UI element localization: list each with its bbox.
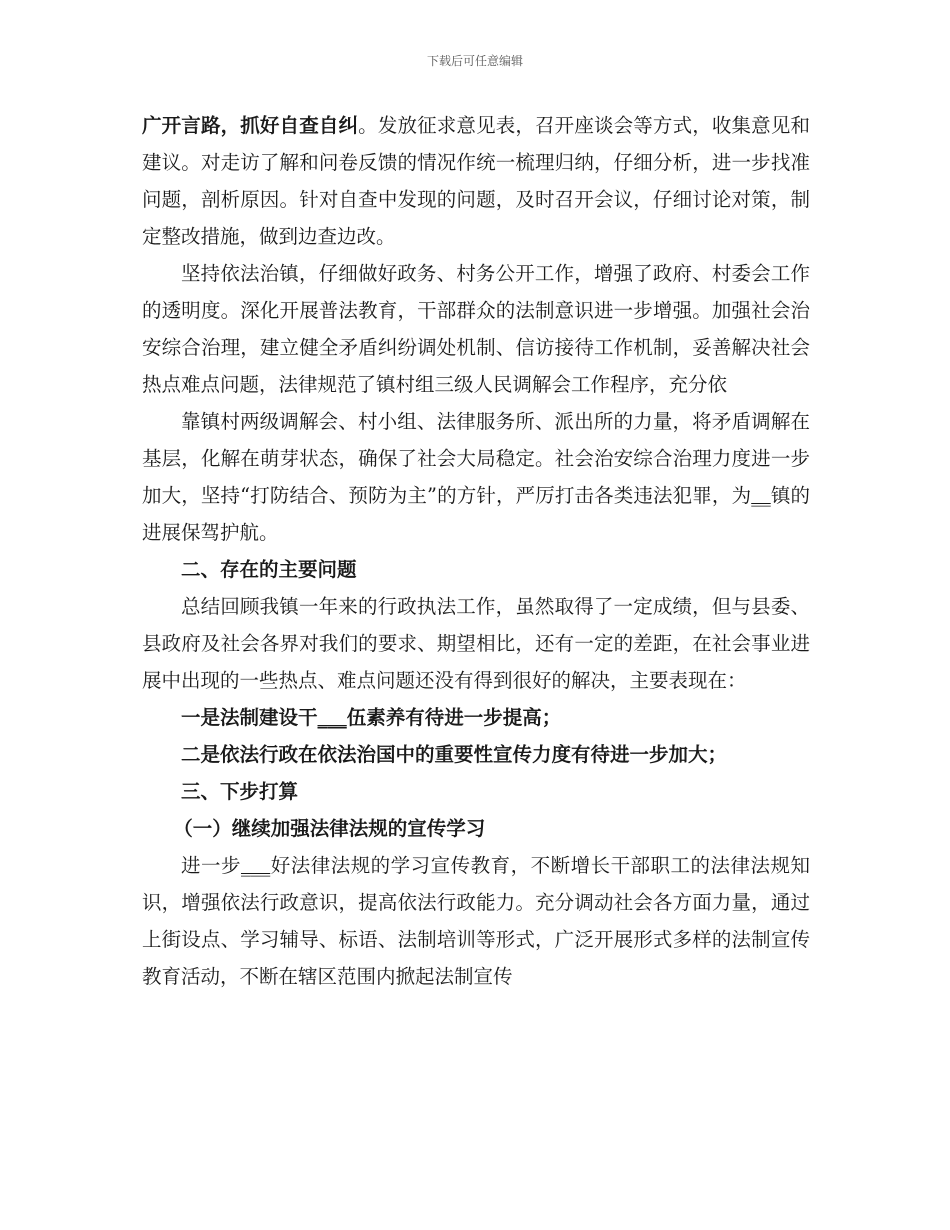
paragraph-text: 进一步 (181, 854, 241, 877)
paragraph-summary: 总结回顾我镇一年来的行政执法工作，虽然取得了一定成绩，但与县委、县政府及社会各界对我们的要求、期望相比，还有一定的差距，在社会事业进展中出现的一些热点、难点问题还没有得到很好的解决，主要表现在： (142, 595, 810, 692)
paragraph-text: 镇的进展保驾护航。 (142, 484, 810, 544)
paragraph-mediation (142, 403, 810, 551)
section-heading-problems: 二、存在的主要问题 (181, 558, 357, 581)
paragraph-self-inspection (142, 107, 810, 255)
problem-item-2: 二是依法行政在依法治国中的重要性宣传力度有待进一步加大； (181, 743, 728, 766)
fill-blank: ___ (240, 854, 271, 877)
page-header: 下载后可任意编辑 (426, 54, 523, 68)
paragraph-text: 好法律法规的学习宣传教育，不断增长干部职工的法律法规知识，增强依法行政意识，提高依法行政能力。充分调动社会各方面力量，通过上街设点、学习辅导、标语、法制培训等形式，广泛开展形式多样的法制宣传教育活动，不断在辖区范围内掀起法制宣传 (142, 854, 810, 988)
problem-text: 一是法制建设干 (181, 706, 318, 729)
section-heading-plans: 三、下步打算 (181, 780, 299, 803)
problem-text: 伍素养有待进一步提高； (346, 706, 562, 729)
fill-blank: __ (751, 484, 771, 507)
paragraph-text: 靠镇村两级调解会、村小组、法律服务所、派出所的力量，将矛盾调解在基层，化解在萌芽状态，确保了社会大局稳定。社会治安综合治理力度进一步加大，坚持“打防结合、预防为主”的方针，严厉打击各类违法犯罪，为 (142, 410, 810, 507)
paragraph-publicity (142, 847, 810, 995)
paragraph-lead-bold: 广开言路，抓好自查自纠 (142, 114, 359, 137)
paragraph-text: 。发放征求意见表，召开座谈会等方式，收集意见和建议。对走访了解和问卷反馈的情况作统一梳理归纳，仔细分析，进一步找准问题，剖析原因。针对自查中发现的问题，及时召开会议，仔细讨论对策，制定整改措施，做到边查边改。 (142, 114, 810, 248)
subsection-heading-publicity: （一）继续加强法律法规的宣传学习 (173, 817, 486, 840)
paragraph-rule-of-law: 坚持依法治镇，仔细做好政务、村务公开工作，增强了政府、村委会工作的透明度。深化开展普法教育，干部群众的法制意识进一步增强。加强社会治安综合治理，建立健全矛盾纠纷调处机制、信访接待工作机制，妥善解决社会热点难点问题，法律规范了镇村组三级人民调解会工作程序，充分依 (142, 262, 810, 396)
document-body (142, 107, 810, 995)
fill-blank: ___ (317, 706, 347, 729)
problem-item-1 (142, 699, 810, 736)
